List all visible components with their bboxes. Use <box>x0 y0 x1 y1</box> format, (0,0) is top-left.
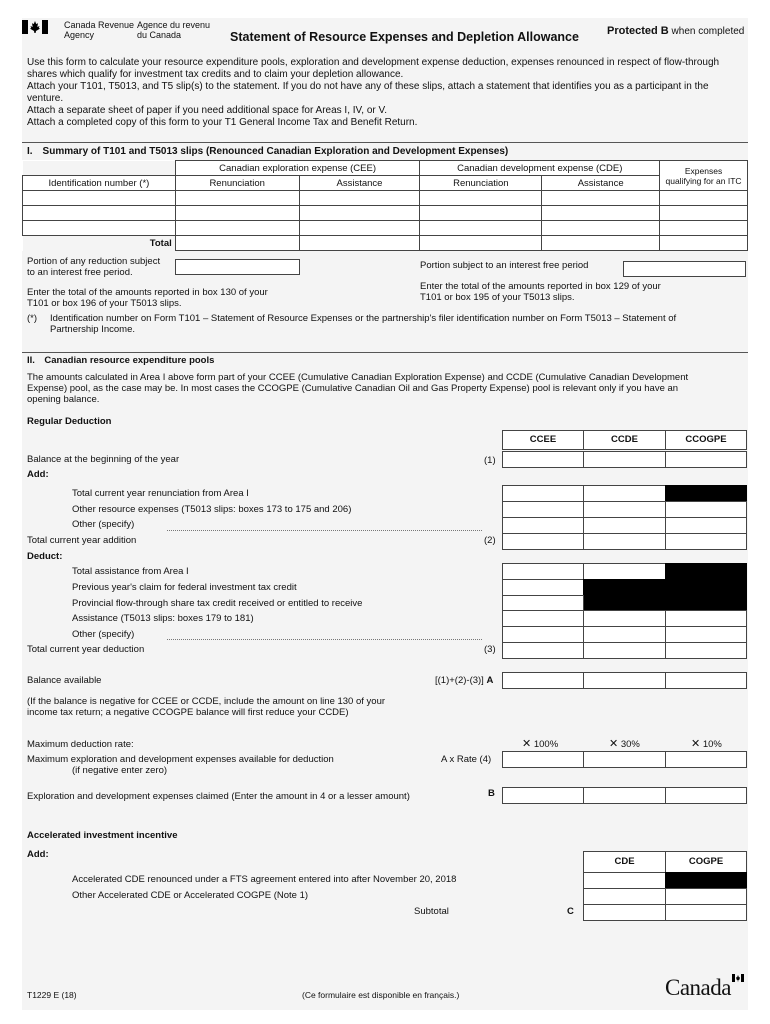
subtotal-label: Subtotal <box>414 906 449 917</box>
input-cell[interactable] <box>583 626 666 643</box>
add-other-label: Other (specify) <box>72 519 135 530</box>
flag-icon <box>732 974 744 982</box>
input-cell[interactable] <box>665 888 747 905</box>
input-cell[interactable] <box>420 236 542 251</box>
input-cell[interactable] <box>583 485 666 502</box>
input-cell[interactable] <box>175 191 299 206</box>
intro-text: Use this form to calculate your resource expenditure pools, exploration and development expense deduction, expenses renounced in respect of flow-through shares which qualify for investment tax credits and to claim your depletion allowance. Attach your T101, T5013, and T5 slip(s) to the statement. If you do not have any of these slips, attach a statement that identifies you as a participant in the venture. Attach a separate sheet of paper if you need additional space for Areas I, IV, or V. Attach a completed copy of this form to your T1 General Income Tax and Benefit Return. <box>27 57 720 128</box>
input-cell[interactable] <box>420 221 542 236</box>
input-cell[interactable] <box>542 221 660 236</box>
input-cell[interactable] <box>502 642 584 659</box>
input-cell[interactable] <box>502 533 584 550</box>
label-b: B <box>488 788 495 799</box>
input-cell[interactable] <box>665 626 747 643</box>
ccogpe-balance-input[interactable] <box>665 451 747 468</box>
note-text: Identification number on Form T101 – Statement of Resource Expenses or the partnership's filer identification number on Form T5013 – Statement of Partnership Income. <box>50 313 677 335</box>
negative-balance-note: (If the balance is negative for CCEE or CCDE, include the amount on line 130 of your income tax return; a negative CCOGPE balance will first reduce your CCDE) <box>27 696 386 718</box>
accelerated-heading: Accelerated investment incentive <box>27 830 178 841</box>
input-cell[interactable] <box>660 206 748 221</box>
input-cell[interactable] <box>660 191 748 206</box>
form-page <box>22 18 748 1010</box>
rate-ref-4: A x Rate (4) <box>441 754 492 765</box>
header-cee-assistance: Assistance <box>299 176 420 191</box>
balance-available-label: Balance available <box>27 675 102 686</box>
header-cde-assistance: Assistance <box>542 176 660 191</box>
rate-ccde: ✕ 30% <box>609 738 640 750</box>
input-cell[interactable] <box>583 563 666 580</box>
input-cell[interactable] <box>502 610 584 627</box>
input-cell[interactable] <box>502 485 584 502</box>
label-c: C <box>567 906 574 917</box>
close-icon: ✕ <box>609 738 619 750</box>
input-cell[interactable] <box>660 221 748 236</box>
box130-label: Enter the total of the amounts reported in box 130 of your T101 or box 196 of your T5013 slips. <box>27 287 268 309</box>
input-cell[interactable] <box>583 642 666 659</box>
input-cell[interactable] <box>583 751 666 768</box>
shaded-cell <box>665 485 747 502</box>
form-code: T1229 E (18) <box>27 990 77 1000</box>
ccde-balance-available-input[interactable] <box>583 672 666 689</box>
input-cell[interactable] <box>502 626 584 643</box>
input-cell[interactable] <box>299 191 420 206</box>
total-addition-label: Total current year addition <box>27 535 137 546</box>
claimed-label: Exploration and development expenses claimed (Enter the amount in 4 or a lesser amount) <box>27 791 410 802</box>
ref-1: (1) <box>484 455 496 466</box>
input-cell[interactable] <box>583 501 666 518</box>
col-header-cde: CDE <box>583 851 666 873</box>
shaded-cell <box>583 579 747 611</box>
portion-reduction-label: Portion of any reduction subject to an interest free period. <box>27 256 161 278</box>
input-cell[interactable] <box>542 206 660 221</box>
input-cell[interactable] <box>299 236 420 251</box>
shaded-cell <box>665 872 747 889</box>
deduct-provincial-label: Provincial flow-through share tax credit received or entitled to receive <box>72 598 363 609</box>
box129-label: Enter the total of the amounts reported in box 129 of your T101 or box 195 of your T5013 slips. <box>420 281 661 303</box>
col-header-ccee: CCEE <box>502 430 584 450</box>
header-itc: Expenses qualifying for an ITC <box>660 161 748 191</box>
input-cell[interactable] <box>583 517 666 534</box>
input-cell[interactable] <box>665 610 747 627</box>
section-1-heading: I. Summary of T101 and T5013 slips (Renounced Canadian Exploration and Development Expenses) <box>27 146 509 157</box>
input-cell[interactable] <box>175 206 299 221</box>
french-note: (Ce formulaire est disponible en français.) <box>302 990 460 1000</box>
note-mark: (*) <box>27 313 38 324</box>
other-specify-line[interactable] <box>167 530 482 531</box>
input-cell[interactable] <box>665 642 747 659</box>
rate-ccee: ✕ 100% <box>522 738 559 750</box>
input-cell[interactable] <box>175 236 299 251</box>
ref-2: (2) <box>484 535 496 546</box>
portion-reduction-input[interactable] <box>175 259 300 275</box>
section-2-heading: II. Canadian resource expenditure pools <box>27 355 215 366</box>
deduct-t5013-label: Assistance (T5013 slips: boxes 179 to 181) <box>72 613 254 624</box>
header-cde: Canadian development expense (CDE) <box>420 161 660 176</box>
input-cell[interactable] <box>23 191 176 206</box>
deduct-other-label: Other (specify) <box>72 629 135 640</box>
input-cell[interactable] <box>299 221 420 236</box>
ccogpe-balance-available-input[interactable] <box>665 672 747 689</box>
input-cell[interactable] <box>502 579 584 596</box>
input-cell[interactable] <box>583 888 666 905</box>
input-cell[interactable] <box>175 221 299 236</box>
input-cell[interactable] <box>502 517 584 534</box>
input-cell[interactable] <box>502 787 584 804</box>
input-cell[interactable] <box>542 191 660 206</box>
divider <box>22 352 748 353</box>
header-cee: Canadian exploration expense (CEE) <box>175 161 420 176</box>
total-deduction-label: Total current year deduction <box>27 644 145 655</box>
deduct-itc-label: Previous year's claim for federal investment tax credit <box>72 582 297 593</box>
add-label: Add: <box>27 469 49 480</box>
canada-flag-icon <box>22 20 48 34</box>
protected-label: Protected B when completed <box>607 25 745 37</box>
add-other-resource-label: Other resource expenses (T5013 slips: boxes 173 to 175 and 206) <box>72 504 352 515</box>
balance-begin-label: Balance at the beginning of the year <box>27 454 180 465</box>
summary-table <box>22 160 748 251</box>
rate-ccogpe: ✕ 10% <box>691 738 722 750</box>
add-renunciation-label: Total current year renunciation from Area I <box>72 488 249 499</box>
input-cell[interactable] <box>583 533 666 550</box>
input-cell[interactable] <box>502 563 584 580</box>
close-icon: ✕ <box>691 738 701 750</box>
agency-english: Canada Revenue Agency <box>64 20 135 40</box>
section-2-intro: The amounts calculated in Area I above form part of your CCEE (Cumulative Canadian Exploration Expense) and CCDE (Cumulative Canadian Development Expense) pool, as the case may be. In most cases the CCOGPE (Cumulative Canadian Oil and Gas Property Expense) pool is relevant only if you have an opening balance. <box>27 372 689 405</box>
table-row <box>23 206 748 221</box>
total-label: Total <box>23 236 176 251</box>
canada-wordmark: Canada <box>665 975 731 1000</box>
input-cell[interactable] <box>665 904 747 921</box>
input-cell[interactable] <box>583 610 666 627</box>
input-cell[interactable] <box>583 872 666 889</box>
input-cell[interactable] <box>583 787 666 804</box>
input-cell[interactable] <box>420 191 542 206</box>
max-expenses-label: Maximum exploration and development expenses available for deduction (if negative enter zero) <box>27 754 334 776</box>
shaded-cell <box>665 563 747 580</box>
input-cell[interactable] <box>660 236 748 251</box>
col-header-cogpe: COGPE <box>665 851 747 873</box>
col-header-ccde: CCDE <box>583 430 666 450</box>
divider <box>22 142 748 143</box>
deduct-label: Deduct: <box>27 551 63 562</box>
ref-3: (3) <box>484 644 496 655</box>
ccde-balance-input[interactable] <box>583 451 666 468</box>
other-specify-line[interactable] <box>167 639 482 640</box>
form-title: Statement of Resource Expenses and Depletion Allowance <box>230 30 579 44</box>
regular-deduction-heading: Regular Deduction <box>27 416 112 427</box>
input-cell[interactable] <box>23 206 176 221</box>
agency-french: Agence du revenu du Canada <box>137 20 211 40</box>
input-cell[interactable] <box>502 501 584 518</box>
input-cell[interactable] <box>502 751 584 768</box>
header-cee-renunciation: Renunciation <box>175 176 299 191</box>
total-row <box>23 236 748 251</box>
input-cell[interactable] <box>665 751 747 768</box>
accelerated-add-label: Add: <box>27 849 49 860</box>
table-row <box>23 191 748 206</box>
input-cell[interactable] <box>583 904 666 921</box>
input-cell[interactable] <box>665 533 747 550</box>
input-cell[interactable] <box>665 517 747 534</box>
close-icon: ✕ <box>522 738 532 750</box>
input-cell[interactable] <box>299 206 420 221</box>
input-cell[interactable] <box>542 236 660 251</box>
input-cell[interactable] <box>665 501 747 518</box>
formula-a: [(1)+(2)-(3)] A <box>435 675 494 686</box>
accel-cde-label: Accelerated CDE renounced under a FTS agreement entered into after November 20, 2018 <box>72 874 457 885</box>
input-cell[interactable] <box>420 206 542 221</box>
portion-interest-label: Portion subject to an interest free period <box>420 260 589 271</box>
header-cde-renunciation: Renunciation <box>420 176 542 191</box>
deduct-assistance-label: Total assistance from Area I <box>72 566 189 577</box>
header-id-number: Identification number (*) <box>23 176 176 191</box>
portion-interest-input[interactable] <box>623 261 746 277</box>
col-header-ccogpe: CCOGPE <box>665 430 747 450</box>
input-cell[interactable] <box>23 221 176 236</box>
accel-other-label: Other Accelerated CDE or Accelerated COGPE (Note 1) <box>72 890 309 901</box>
ccee-balance-available-input[interactable] <box>502 672 584 689</box>
max-rate-label: Maximum deduction rate: <box>27 739 134 750</box>
input-cell[interactable] <box>665 787 747 804</box>
table-row <box>23 221 748 236</box>
ccee-balance-input[interactable] <box>502 451 584 468</box>
